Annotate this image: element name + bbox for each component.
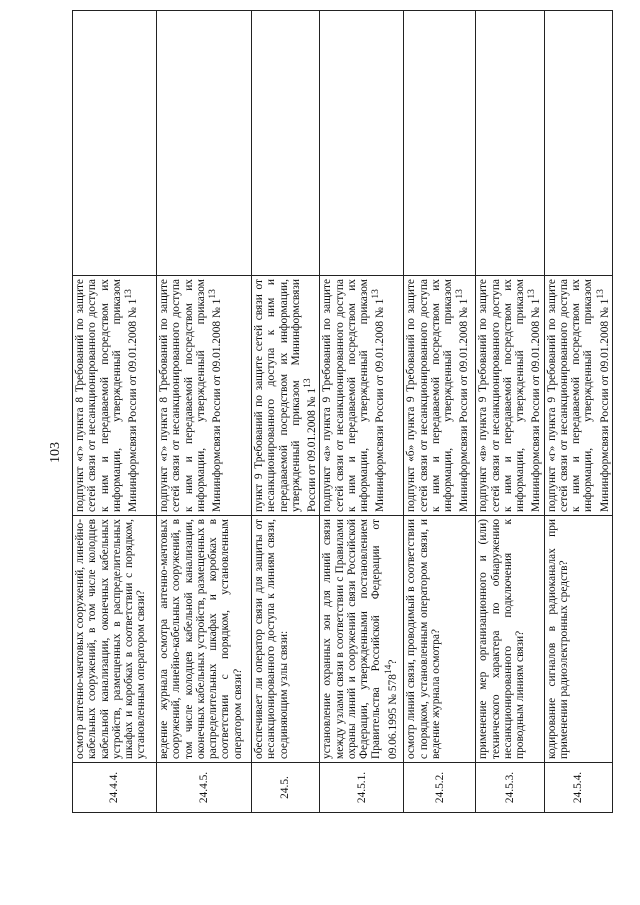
item-reference: подпункт «а» пункта 9 Требований по защите сетей связи от несанкционированного доступа к ним и передаваемой посредством их информации, утвержденный приказом Мининформсвязи России от 09.01.2008 № $1^{13}$ [320, 276, 404, 516]
item-reference: подпункт «г» пункта 8 Требований по защите сетей связи от несанкционированного доступа к ним и передаваемой посредством их информации, утвержденный приказом Мининформсвязи России от 09.01.2008 № $1^{13}$ [157, 276, 252, 516]
item-number: 24.5. [252, 763, 320, 813]
item-question: кодирование сигналов в радиоканалах при применении радиоэлектронных средств? [544, 516, 612, 763]
table-row [252, 11, 320, 813]
item-number: 24.4.5. [157, 763, 252, 813]
footnote-mark: 13 [455, 289, 466, 299]
item-answer [320, 11, 404, 276]
item-reference: подпункт «б» пункта 9 Требований по защите сетей связи от несанкционированного доступа к ним и передаваемой посредством их информации, утвержденный приказом Мининформсвязи России от 09.01.2008 № $1^{13}$ [404, 276, 476, 516]
table-row [320, 11, 404, 813]
item-answer [73, 11, 157, 276]
item-answer [476, 11, 544, 276]
footnote-mark: 13 [527, 289, 538, 299]
item-number: 24.5.2. [404, 763, 476, 813]
footnote-mark: 13 [208, 289, 219, 299]
table-row [476, 11, 544, 813]
item-question: осмотр антенно-мачтовых сооружений, линейно-кабельных сооружений, в том числе колодцев кабельной канализации, оконечных кабельных устройств, размещенных в распределительных шкафах и коробках в соответствии с порядком, установленным оператором связи? [73, 516, 157, 763]
item-question: применение мер организационного и (или) технического характера по обнаружению несанкционированного подключения к проводным линиям связи? [476, 516, 544, 763]
item-question: установление охранных зон для линий связи между узлами связи в соответствии с Правилами охраны линий и сооружений связи Российской Федерации, утвержденными постановлением Правительства Российской Федерации от 09.06.1995 № $578^{14}$? [320, 516, 404, 763]
table-row [404, 11, 476, 813]
item-question: ведение журнала осмотра антенно-мачтовых сооружений, линейно-кабельных сооружений, в том числе колодцев кабельной канализации, оконечных кабельных устройств, размещенных в распределительных шкафах и коробках в соответствии с порядком, установленным оператором связи? [157, 516, 252, 763]
footnote-mark: 13 [371, 289, 382, 299]
item-reference: подпункт «г» пункта 8 Требований по защите сетей связи от несанкционированного доступа к ним и передаваемой посредством их информации, утвержденный приказом Мининформсвязи России от 09.01.2008 № $1^{13}$ [73, 276, 157, 516]
item-question: осмотр линий связи, проводимый в соответствии с порядком, установленным оператором связи, и ведение журнала осмотра? [404, 516, 476, 763]
footnote-mark: 13 [124, 289, 135, 299]
item-answer [544, 11, 612, 276]
table-row [544, 11, 612, 813]
requirements-table [72, 10, 613, 813]
item-number: 24.4.4. [73, 763, 157, 813]
footnote-mark: 13 [303, 378, 314, 388]
page-number: 103 [48, 442, 63, 463]
item-question: обеспечивает ли оператор связи для защиты от несанкционированного доступа к линиям связи, соединяющим узлы связи: [252, 516, 320, 763]
item-reference: пункт 9 Требований по защите сетей связи от несанкционированного доступа к ним и передаваемой посредством их информации, утвержденный приказом Мининформсвязи России от 09.01.2008 № $1^{13}$ [252, 276, 320, 516]
table-row [157, 11, 252, 813]
item-reference: подпункт «г» пункта 9 Требований по защите сетей связи от несанкционированного доступа к ним и передаваемой посредством их информации, утвержденный приказом Мининформсвязи России от 09.01.2008 № $1^{13}$ [544, 276, 612, 516]
footnote-mark: 14 [383, 664, 394, 675]
table-body [73, 11, 613, 813]
item-answer [157, 11, 252, 276]
item-number: 24.5.4. [544, 763, 612, 813]
item-number: 24.5.1. [320, 763, 404, 813]
footnote-mark: 13 [595, 289, 606, 299]
table-row [73, 11, 157, 813]
item-answer [252, 11, 320, 276]
item-answer [404, 11, 476, 276]
item-number: 24.5.3. [476, 763, 544, 813]
item-reference: подпункт «в» пункта 9 Требований по защите сетей связи от несанкционированного доступа к ним и передаваемой посредством их информации, утвержденный приказом Мининформсвязи России от 09.01.2008 № $1^{13}$ [476, 276, 544, 516]
